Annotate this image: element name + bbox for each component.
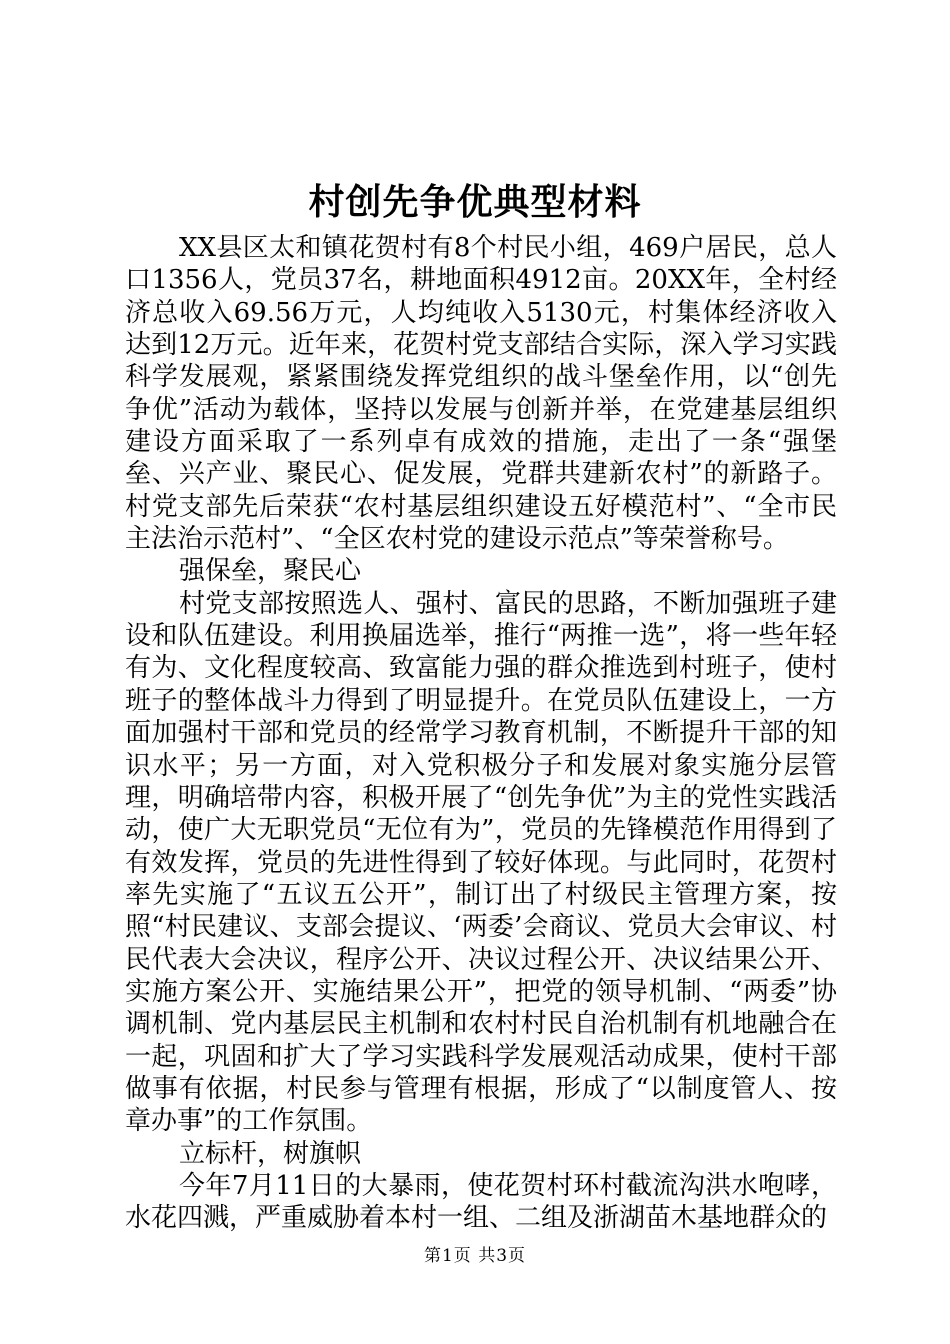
section-heading: 强保垒，聚民心 [179,556,362,587]
section-heading: 立标杆，树旗帜 [179,1138,362,1169]
body-paragraph: XX县区太和镇花贺村有8个村民小组，469户居民，总人口1356人，党员37名，耕地面积4912亩。20XX年，全村经济总收入69.56万元，人均纯收入5130元，村集体经济收入达到12万元。近年来，花贺村党支部结合实际，深入学习实践科学发展观，紧紧围绕发挥党组织的战斗堡垒作用，以“创先争优”活动为载体，坚持以发展与创新并举，在党建基层组织建设方面采取了一系列卓有成效的措施，走出了一条“强堡垒、兴产业、聚民心、促发展，党群共建新农村”的新路子。村党支部先后荣获“农村基层组织建设五好模范村”、“全市民主法治示范村”、“全区农村党的建设示范点”等荣誉称号。 [125,233,837,555]
document-body [125,232,837,1235]
body-paragraph: 今年7月11日的大暴雨，使花贺村环村截流沟洪水咆哮，水花四溅，严重威胁着本村一组、二组及浙湖苗木基地群众的 [125,1170,837,1234]
document-title: 村创先争优典型材料 [308,181,642,223]
page-number-footer: 第1页 共3页 [423,1246,527,1266]
body-paragraph: 村党支部按照选人、强村、富民的思路，不断加强班子建设和队伍建设。利用换届选举，推行“两推一选”，将一些年轻有为、文化程度较高、致富能力强的群众推选到村班子，使村班子的整体战斗力得到了明显提升。在党员队伍建设上，一方面加强村干部和党员的经常学习教育机制，不断提升干部的知识水平；另一方面，对入党积极分子和发展对象实施分层管理，明确培带内容，积极开展了“创先争优”为主的党性实践活动，使广大无职党员“无位有为”，党员的先锋模范作用得到了有效发挥，党员的先进性得到了较好体现。与此同时，花贺村率先实施了“五议五公开”，制订出了村级民主管理方案，按照“村民建议、支部会提议、‘两委’会商议、党员大会审议、村民代表大会决议，程序公开、决议过程公开、决议结果公开、实施方案公开、实施结果公开”，把党的领导机制、“两委”协调机制、党内基层民主机制和农村村民自治机制有机地融合在一起，巩固和扩大了学习实践科学发展观活动成果，使村干部做事有依据，村民参与管理有根据，形成了“以制度管人、按章办事”的工作氛围。 [125,588,837,1137]
